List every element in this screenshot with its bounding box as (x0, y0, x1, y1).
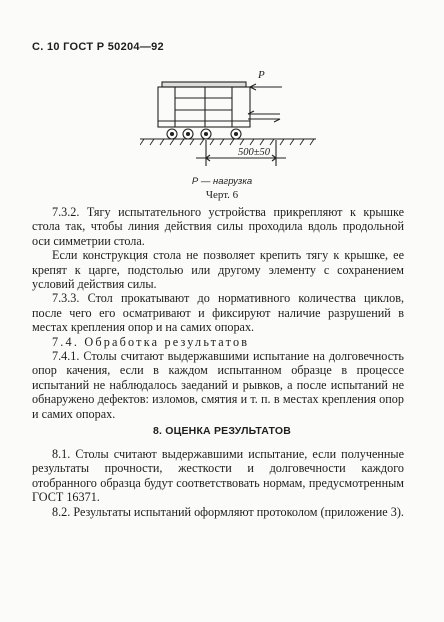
paragraph-8-1: 8.1. Столы считают выдержавшими испытание, если полученные результаты прочности, жесткости и долговечности каждого отобранного образца будут соответствовать нормам, предусмотренным ГОСТ 16371. (32, 447, 404, 505)
table-test-diagram (140, 66, 400, 176)
subheading-7-4: 7.4. Обработка результатов (52, 334, 250, 349)
figure-caption: Черт. 6 (205, 189, 239, 201)
paragraph-7-4-1: 7.4.1. Столы считают выдержавшими испытание на долговечность опор качения, если в каждом испытанном образце в процессе испытаний не наблюдалось заеданий и рывков, а после испытаний не обнаружено дефектов: изломов, смятия и т. п. в местах крепления опор и самих опорах. (32, 349, 404, 421)
page-header: С. 10 ГОСТ Р 50204—92 (32, 41, 164, 53)
force-label: P (258, 69, 265, 81)
paragraph-7-3-3: 7.3.3. Стол прокатывают до нормативного количества циклов, после чего его осматривают и фиксируют наличие разрушений в местах крепления опор и на самих опорах. (32, 291, 404, 335)
body-text-section-7 (32, 205, 404, 421)
figure-drawing (140, 66, 400, 176)
table-top (162, 82, 246, 87)
body-text-section-8 (32, 447, 404, 519)
paragraph-7-3-2: 7.3.2. Тягу испытательного устройства прикрепляют к крышке стола так, чтобы линия действия силы проходила вдоль продольной оси симметрии стола. (32, 205, 404, 248)
figure-legend: Р — нагрузка (191, 176, 253, 187)
dimension-label: 500±50 (238, 147, 271, 158)
paragraph-8-2: 8.2. Результаты испытаний оформляют протоколом (приложение 3). (52, 504, 404, 519)
paragraph-7-3-2-cont: Если конструкция стола не позволяет крепить тягу к крышке, ее крепят к царге, подстолью или другому элементу с сохранением условий действия силы. (32, 248, 404, 292)
section-heading-8: 8. ОЦЕНКА РЕЗУЛЬТАТОВ (152, 425, 292, 437)
